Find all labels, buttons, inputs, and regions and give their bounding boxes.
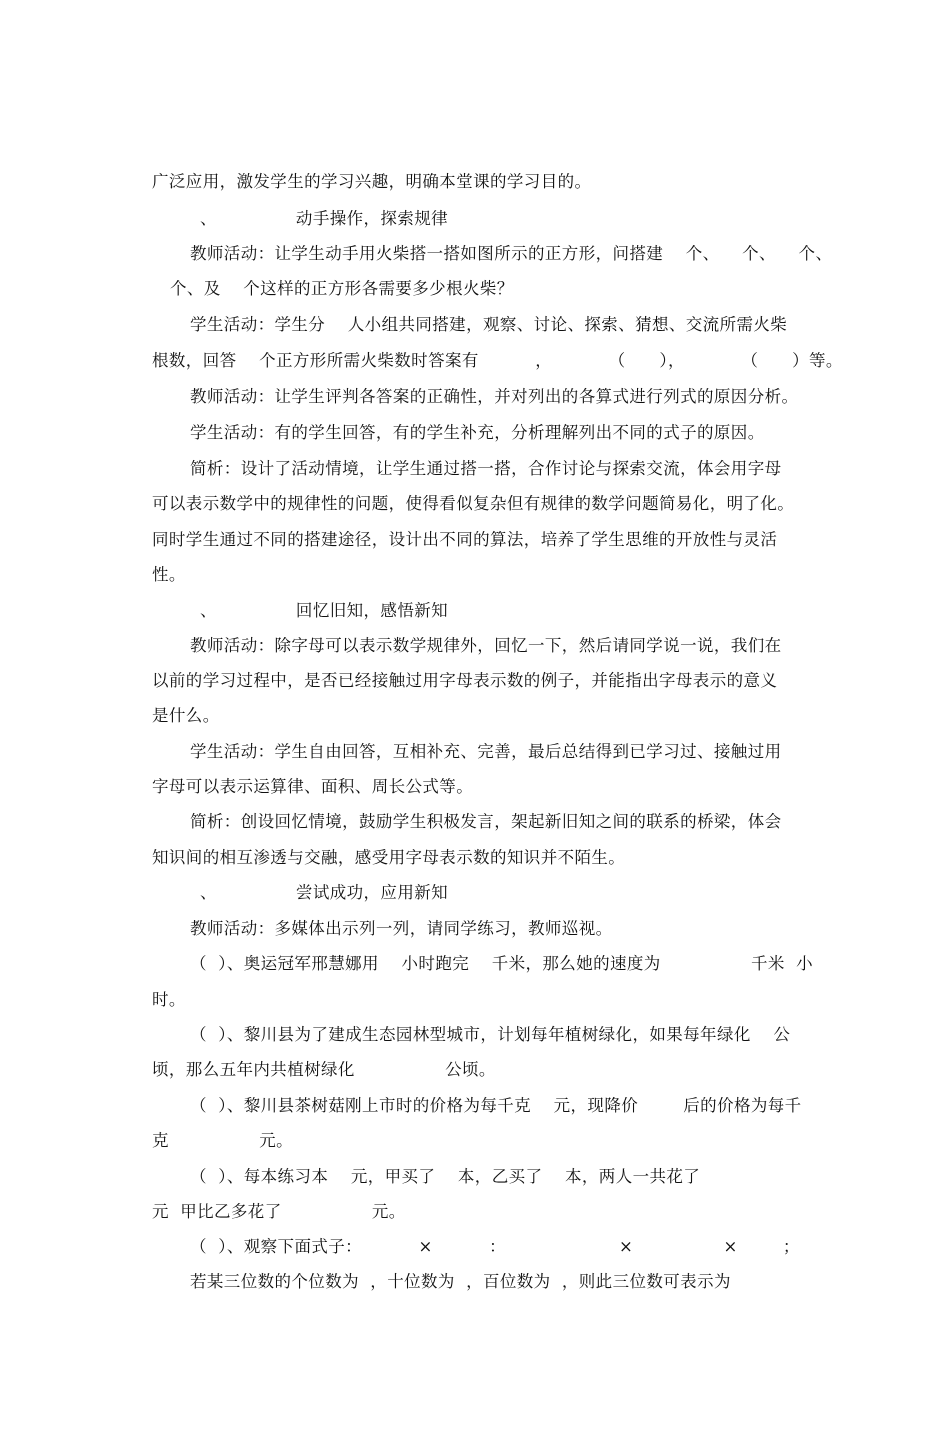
exercise-line: （ ）、黎川县为了建成生态园林型城市，计划每年植树绿化，如果每年绿化 公 xyxy=(190,1025,791,1044)
paragraph-line: 根数，回答 个正方形所需火柴数时答案有 ， （ ）， （ ）等。 xyxy=(152,351,843,370)
paragraph-line: 教师活动：让学生评判各答案的正确性，并对列出的各算式进行列式的原因分析。 xyxy=(190,387,799,406)
paragraph-line: 简析：设计了活动情境，让学生通过搭一搭，合作讨论与探索交流，体会用字母 xyxy=(190,459,782,478)
paragraph-line: 性。 xyxy=(152,565,186,584)
paragraph-line: 简析：创设回忆情境，鼓励学生积极发言，架起新旧知之间的联系的桥梁，体会 xyxy=(190,812,782,831)
paragraph-line: 教师活动：除字母可以表示数学规律外，回忆一下，然后请同学说一说，我们在 xyxy=(190,636,782,655)
paragraph-line: 教师活动：让学生动手用火柴搭一搭如图所示的正方形，问搭建 个、 个、 个、 xyxy=(190,244,833,263)
exercise-line: 元 甲比乙多花了 元。 xyxy=(152,1202,406,1221)
paragraph-line: 字母可以表示运算律、面积、周长公式等。 xyxy=(152,777,474,796)
section-heading: 、 动手操作，探索规律 xyxy=(200,209,449,228)
section-heading: 、 尝试成功，应用新知 xyxy=(200,883,449,902)
exercise-line: （ ）、观察下面式子： × ： × × ； xyxy=(190,1237,800,1256)
paragraph-line: 个、及 个这样的正方形各需要多少根火柴？ xyxy=(170,279,514,298)
exercise-line: 克 元。 xyxy=(152,1131,294,1150)
paragraph-line: 学生活动：学生自由回答，互相补充、完善，最后总结得到已学习过、接触过用 xyxy=(190,742,782,761)
paragraph-line: 广泛应用，激发学生的学习兴趣，明确本堂课的学习目的。 xyxy=(152,172,592,191)
section-heading: 、 回忆旧知，感悟新知 xyxy=(200,601,449,620)
exercise-line: 时。 xyxy=(152,990,186,1009)
paragraph-line: 是什么。 xyxy=(152,706,220,725)
paragraph-line: 教师活动：多媒体出示列一列，请同学练习，教师巡视。 xyxy=(190,919,613,938)
paragraph-line: 以前的学习过程中，是否已经接触过用字母表示数的例子，并能指出字母表示的意义 xyxy=(152,671,778,690)
paragraph-line: 学生活动：学生分 人小组共同搭建，观察、讨论、探索、猜想、交流所需火柴 xyxy=(190,315,788,334)
paragraph-line: 学生活动：有的学生回答，有的学生补充，分析理解列出不同的式子的原因。 xyxy=(190,423,765,442)
exercise-line: （ ）、每本练习本 元，甲买了 本，乙买了 本，两人一共花了 xyxy=(190,1167,701,1186)
paragraph-line: 同时学生通过不同的搭建途径，设计出不同的算法，培养了学生思维的开放性与灵活 xyxy=(152,530,778,549)
exercise-line: 若某三位数的个位数为 ，十位数为 ，百位数为 ，则此三位数可表示为 xyxy=(190,1272,731,1291)
paragraph-line: 可以表示数学中的规律性的问题，使得看似复杂但有规律的数学问题简易化，明了化。 xyxy=(152,494,795,513)
exercise-line: （ ）、黎川县茶树菇刚上市时的价格为每千克 元，现降价 后的价格为每千 xyxy=(190,1096,802,1115)
exercise-line: （ ）、奥运冠军邢慧娜用 小时跑完 千米，那么她的速度为 千米 小 xyxy=(190,954,814,973)
exercise-line: 顷，那么五年内共植树绿化 公顷。 xyxy=(152,1060,496,1079)
paragraph-line: 知识间的相互渗透与交融，感受用字母表示数的知识并不陌生。 xyxy=(152,848,626,867)
